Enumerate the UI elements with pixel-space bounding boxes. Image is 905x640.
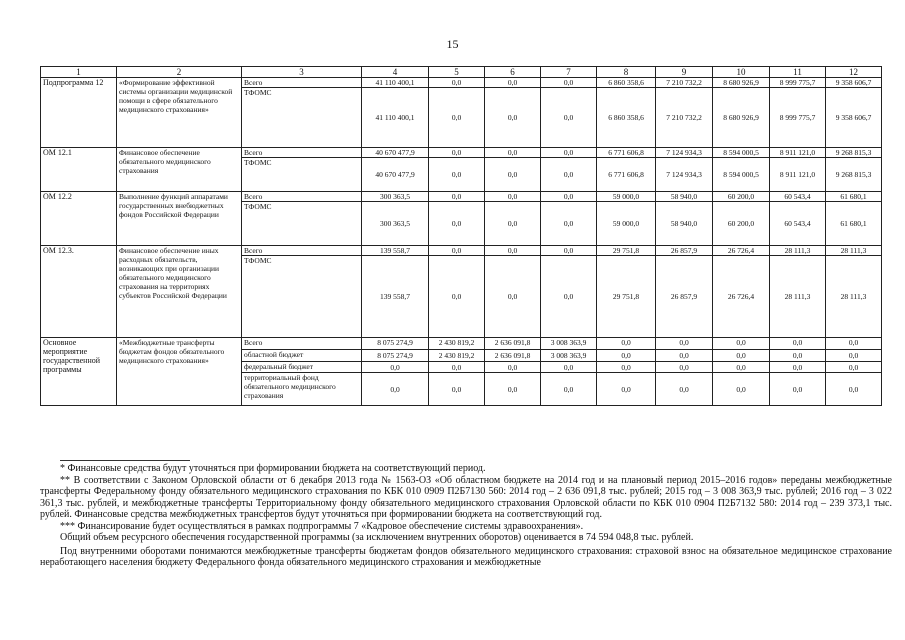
value-cell: 8 680 926,9 — [713, 78, 770, 88]
value-cell: 0,0 — [429, 88, 485, 148]
program-name-cell: «Межбюджетные трансферты бюджетам фондов обязательного медицинского страхования» — [117, 338, 242, 406]
value-cell: 0,0 — [770, 362, 826, 373]
value-cell: 0,0 — [541, 88, 597, 148]
column-header: 2 — [117, 67, 242, 78]
value-cell: 7 124 934,3 — [656, 148, 713, 158]
program-code-cell: ОМ 12.3. — [41, 246, 117, 338]
value-cell: 0,0 — [429, 246, 485, 256]
value-cell: 0,0 — [429, 158, 485, 192]
value-cell: 0,0 — [429, 202, 485, 246]
program-code-cell: Основное мероприятие государственной программы — [41, 338, 117, 406]
program-code-cell: Подпрограмма 12 — [41, 78, 117, 148]
value-cell: 9 268 815,3 — [826, 148, 882, 158]
program-name-cell: «Формирование эффективной системы организации медицинской помощи в сфере обязательного медицинского страхования» — [117, 78, 242, 148]
footnote-rule — [60, 460, 190, 461]
value-cell: 9 358 606,7 — [826, 78, 882, 88]
value-cell: 8 594 000,5 — [713, 148, 770, 158]
footnote-2: ** В соответствии с Законом Орловской области от 6 декабря 2013 года № 1563-ОЗ «Об областном бюджете на 2014 год и на плановый период 2015–2016 годов» переданы межбюджетные трансферты Федеральному фонду обязательного медицинского страхования по КБК 010 0909 П2Б7130 560: 2014 год – 2 636 091,8 тыс. рублей; 2015 год – 3 008 363,9 тыс. рублей; 2016 год – 3 022 361,3 тыс. рублей, и межбюджетные трансферты Территориальному фонду обязательного медицинского страхования Орловской области по КБК 010 0904 П2Б7132 580: 2014 год – 239 373,1 тыс. рублей. Финансовые средства межбюджетных трансфертов будут уточняться при формировании бюджета на соответствующий год. — [40, 474, 892, 520]
value-cell: 0,0 — [770, 338, 826, 350]
value-cell: 26 726,4 — [713, 246, 770, 256]
value-cell: 61 680,1 — [826, 202, 882, 246]
column-header: 8 — [597, 67, 656, 78]
column-header: 5 — [429, 67, 485, 78]
value-cell: 0,0 — [485, 78, 541, 88]
value-cell: 0,0 — [485, 88, 541, 148]
value-cell: 0,0 — [485, 148, 541, 158]
value-cell: 0,0 — [429, 362, 485, 373]
value-cell: 0,0 — [826, 373, 882, 406]
value-cell: 58 940,0 — [656, 202, 713, 246]
value-cell: 0,0 — [429, 148, 485, 158]
table-row — [41, 148, 882, 158]
value-cell: 0,0 — [656, 373, 713, 406]
value-cell: 0,0 — [656, 362, 713, 373]
value-cell: 40 670 477,9 — [362, 158, 429, 192]
funding-source-cell: федеральный бюджет — [242, 362, 362, 373]
value-cell: 0,0 — [826, 350, 882, 362]
column-header: 7 — [541, 67, 597, 78]
column-header: 11 — [770, 67, 826, 78]
value-cell: 28 111,3 — [826, 246, 882, 256]
value-cell: 2 636 091,8 — [485, 338, 541, 350]
column-header: 4 — [362, 67, 429, 78]
value-cell: 0,0 — [713, 350, 770, 362]
footnote-3: *** Финансирование будет осуществляться в рамках подпрограммы 7 «Кадровое обеспечение системы здравоохранения». — [60, 520, 584, 532]
value-cell: 3 008 363,9 — [541, 350, 597, 362]
value-cell: 6 771 606,8 — [597, 158, 656, 192]
table-row — [41, 246, 882, 256]
budget-table — [40, 66, 882, 406]
funding-source-cell: Всего — [242, 78, 362, 88]
value-cell: 8 680 926,9 — [713, 88, 770, 148]
header-row — [41, 67, 882, 78]
value-cell: 40 670 477,9 — [362, 148, 429, 158]
internal-turnover-paragraph: Под внутренними оборотами понимаются межбюджетные трансферты бюджетам фондов обязательного медицинского страхования: страховой взнос на обязательное медицинское страхование неработающего населения бюджету Федерального фонда обязательного медицинского страхования и межбюджетные — [40, 545, 892, 568]
value-cell: 8 075 274,9 — [362, 338, 429, 350]
value-cell: 2 636 091,8 — [485, 350, 541, 362]
value-cell: 6 771 606,8 — [597, 148, 656, 158]
value-cell: 0,0 — [826, 362, 882, 373]
program-name-cell: Выполнение функций аппаратами государственных внебюджетных фондов Российской Федерации — [117, 192, 242, 246]
funding-source-cell: ТФОМС — [242, 202, 362, 246]
value-cell: 0,0 — [362, 362, 429, 373]
value-cell: 0,0 — [485, 373, 541, 406]
value-cell: 0,0 — [597, 373, 656, 406]
value-cell: 8 911 121,0 — [770, 158, 826, 192]
footnotes — [40, 460, 892, 569]
funding-source-cell: ТФОМС — [242, 158, 362, 192]
column-header: 3 — [242, 67, 362, 78]
value-cell: 0,0 — [770, 373, 826, 406]
column-header: 10 — [713, 67, 770, 78]
funding-source-cell: Всего — [242, 148, 362, 158]
value-cell: 0,0 — [485, 192, 541, 202]
value-cell: 0,0 — [713, 362, 770, 373]
value-cell: 0,0 — [485, 202, 541, 246]
funding-source-cell: территориальный фонд обязательного медицинского страхования — [242, 373, 362, 406]
value-cell: 300 363,5 — [362, 202, 429, 246]
value-cell: 0,0 — [541, 78, 597, 88]
value-cell: 58 940,0 — [656, 192, 713, 202]
value-cell: 0,0 — [429, 192, 485, 202]
value-cell: 0,0 — [485, 256, 541, 338]
table-row — [41, 78, 882, 88]
value-cell: 59 000,0 — [597, 202, 656, 246]
value-cell: 61 680,1 — [826, 192, 882, 202]
value-cell: 0,0 — [541, 148, 597, 158]
value-cell: 2 430 819,2 — [429, 338, 485, 350]
program-code-cell: ОМ 12.1 — [41, 148, 117, 192]
value-cell: 0,0 — [597, 350, 656, 362]
funding-source-cell: Всего — [242, 338, 362, 350]
value-cell: 9 268 815,3 — [826, 158, 882, 192]
value-cell: 8 075 274,9 — [362, 350, 429, 362]
value-cell: 26 726,4 — [713, 256, 770, 338]
value-cell: 0,0 — [826, 338, 882, 350]
value-cell: 60 200,0 — [713, 192, 770, 202]
value-cell: 59 000,0 — [597, 192, 656, 202]
value-cell: 28 111,3 — [770, 256, 826, 338]
value-cell: 8 999 775,7 — [770, 78, 826, 88]
value-cell: 0,0 — [485, 362, 541, 373]
value-cell: 300 363,5 — [362, 192, 429, 202]
value-cell: 0,0 — [597, 362, 656, 373]
program-code-cell: ОМ 12.2 — [41, 192, 117, 246]
value-cell: 0,0 — [597, 338, 656, 350]
table-row — [41, 338, 882, 350]
value-cell: 7 210 732,2 — [656, 78, 713, 88]
value-cell: 9 358 606,7 — [826, 88, 882, 148]
value-cell: 0,0 — [485, 246, 541, 256]
funding-source-cell: ТФОМС — [242, 88, 362, 148]
value-cell: 28 111,3 — [826, 256, 882, 338]
funding-source-cell: ТФОМС — [242, 256, 362, 338]
value-cell: 0,0 — [541, 246, 597, 256]
value-cell: 139 558,7 — [362, 246, 429, 256]
value-cell: 0,0 — [713, 338, 770, 350]
value-cell: 0,0 — [429, 256, 485, 338]
value-cell: 60 200,0 — [713, 202, 770, 246]
value-cell: 0,0 — [541, 158, 597, 192]
column-header: 9 — [656, 67, 713, 78]
column-header: 12 — [826, 67, 882, 78]
value-cell: 0,0 — [541, 256, 597, 338]
value-cell: 0,0 — [713, 373, 770, 406]
value-cell: 8 594 000,5 — [713, 158, 770, 192]
value-cell: 0,0 — [429, 78, 485, 88]
value-cell: 0,0 — [541, 192, 597, 202]
value-cell: 0,0 — [541, 202, 597, 246]
funding-source-cell: Всего — [242, 192, 362, 202]
value-cell: 8 911 121,0 — [770, 148, 826, 158]
program-name-cell: Финансовое обеспечение иных расходных обязательств, возникающих при организации обязательного медицинского страхования на территориях субъектов Российской Федерации — [117, 246, 242, 338]
value-cell: 0,0 — [541, 362, 597, 373]
value-cell: 2 430 819,2 — [429, 350, 485, 362]
page-number: 15 — [446, 37, 459, 51]
value-cell: 0,0 — [485, 158, 541, 192]
column-header: 6 — [485, 67, 541, 78]
program-name-cell: Финансовое обеспечение обязательного медицинского страхования — [117, 148, 242, 192]
funding-source-cell: Всего — [242, 246, 362, 256]
column-header: 1 — [41, 67, 117, 78]
value-cell: 41 110 400,1 — [362, 78, 429, 88]
value-cell: 139 558,7 — [362, 256, 429, 338]
table-row — [41, 192, 882, 202]
value-cell: 60 543,4 — [770, 202, 826, 246]
value-cell: 0,0 — [541, 373, 597, 406]
value-cell: 0,0 — [770, 350, 826, 362]
value-cell: 28 111,3 — [770, 246, 826, 256]
resource-volume-paragraph: Общий объем ресурсного обеспечения государственной программы (за исключением внутренних оборотов) оценивается в 74 594 048,8 тыс. рублей. — [60, 532, 694, 543]
value-cell: 29 751,8 — [597, 256, 656, 338]
funding-source-cell: областной бюджет — [242, 350, 362, 362]
value-cell: 7 210 732,2 — [656, 88, 713, 148]
value-cell: 26 857,9 — [656, 256, 713, 338]
value-cell: 41 110 400,1 — [362, 88, 429, 148]
value-cell: 60 543,4 — [770, 192, 826, 202]
value-cell: 7 124 934,3 — [656, 158, 713, 192]
value-cell: 29 751,8 — [597, 246, 656, 256]
footnote-1: * Финансовые средства будут уточняться при формировании бюджета на соответствующий период. — [60, 463, 486, 474]
value-cell: 6 860 358,6 — [597, 88, 656, 148]
value-cell: 0,0 — [656, 338, 713, 350]
value-cell: 0,0 — [362, 373, 429, 406]
value-cell: 8 999 775,7 — [770, 88, 826, 148]
value-cell: 0,0 — [656, 350, 713, 362]
value-cell: 6 860 358,6 — [597, 78, 656, 88]
value-cell: 3 008 363,9 — [541, 338, 597, 350]
value-cell: 0,0 — [429, 373, 485, 406]
value-cell: 26 857,9 — [656, 246, 713, 256]
